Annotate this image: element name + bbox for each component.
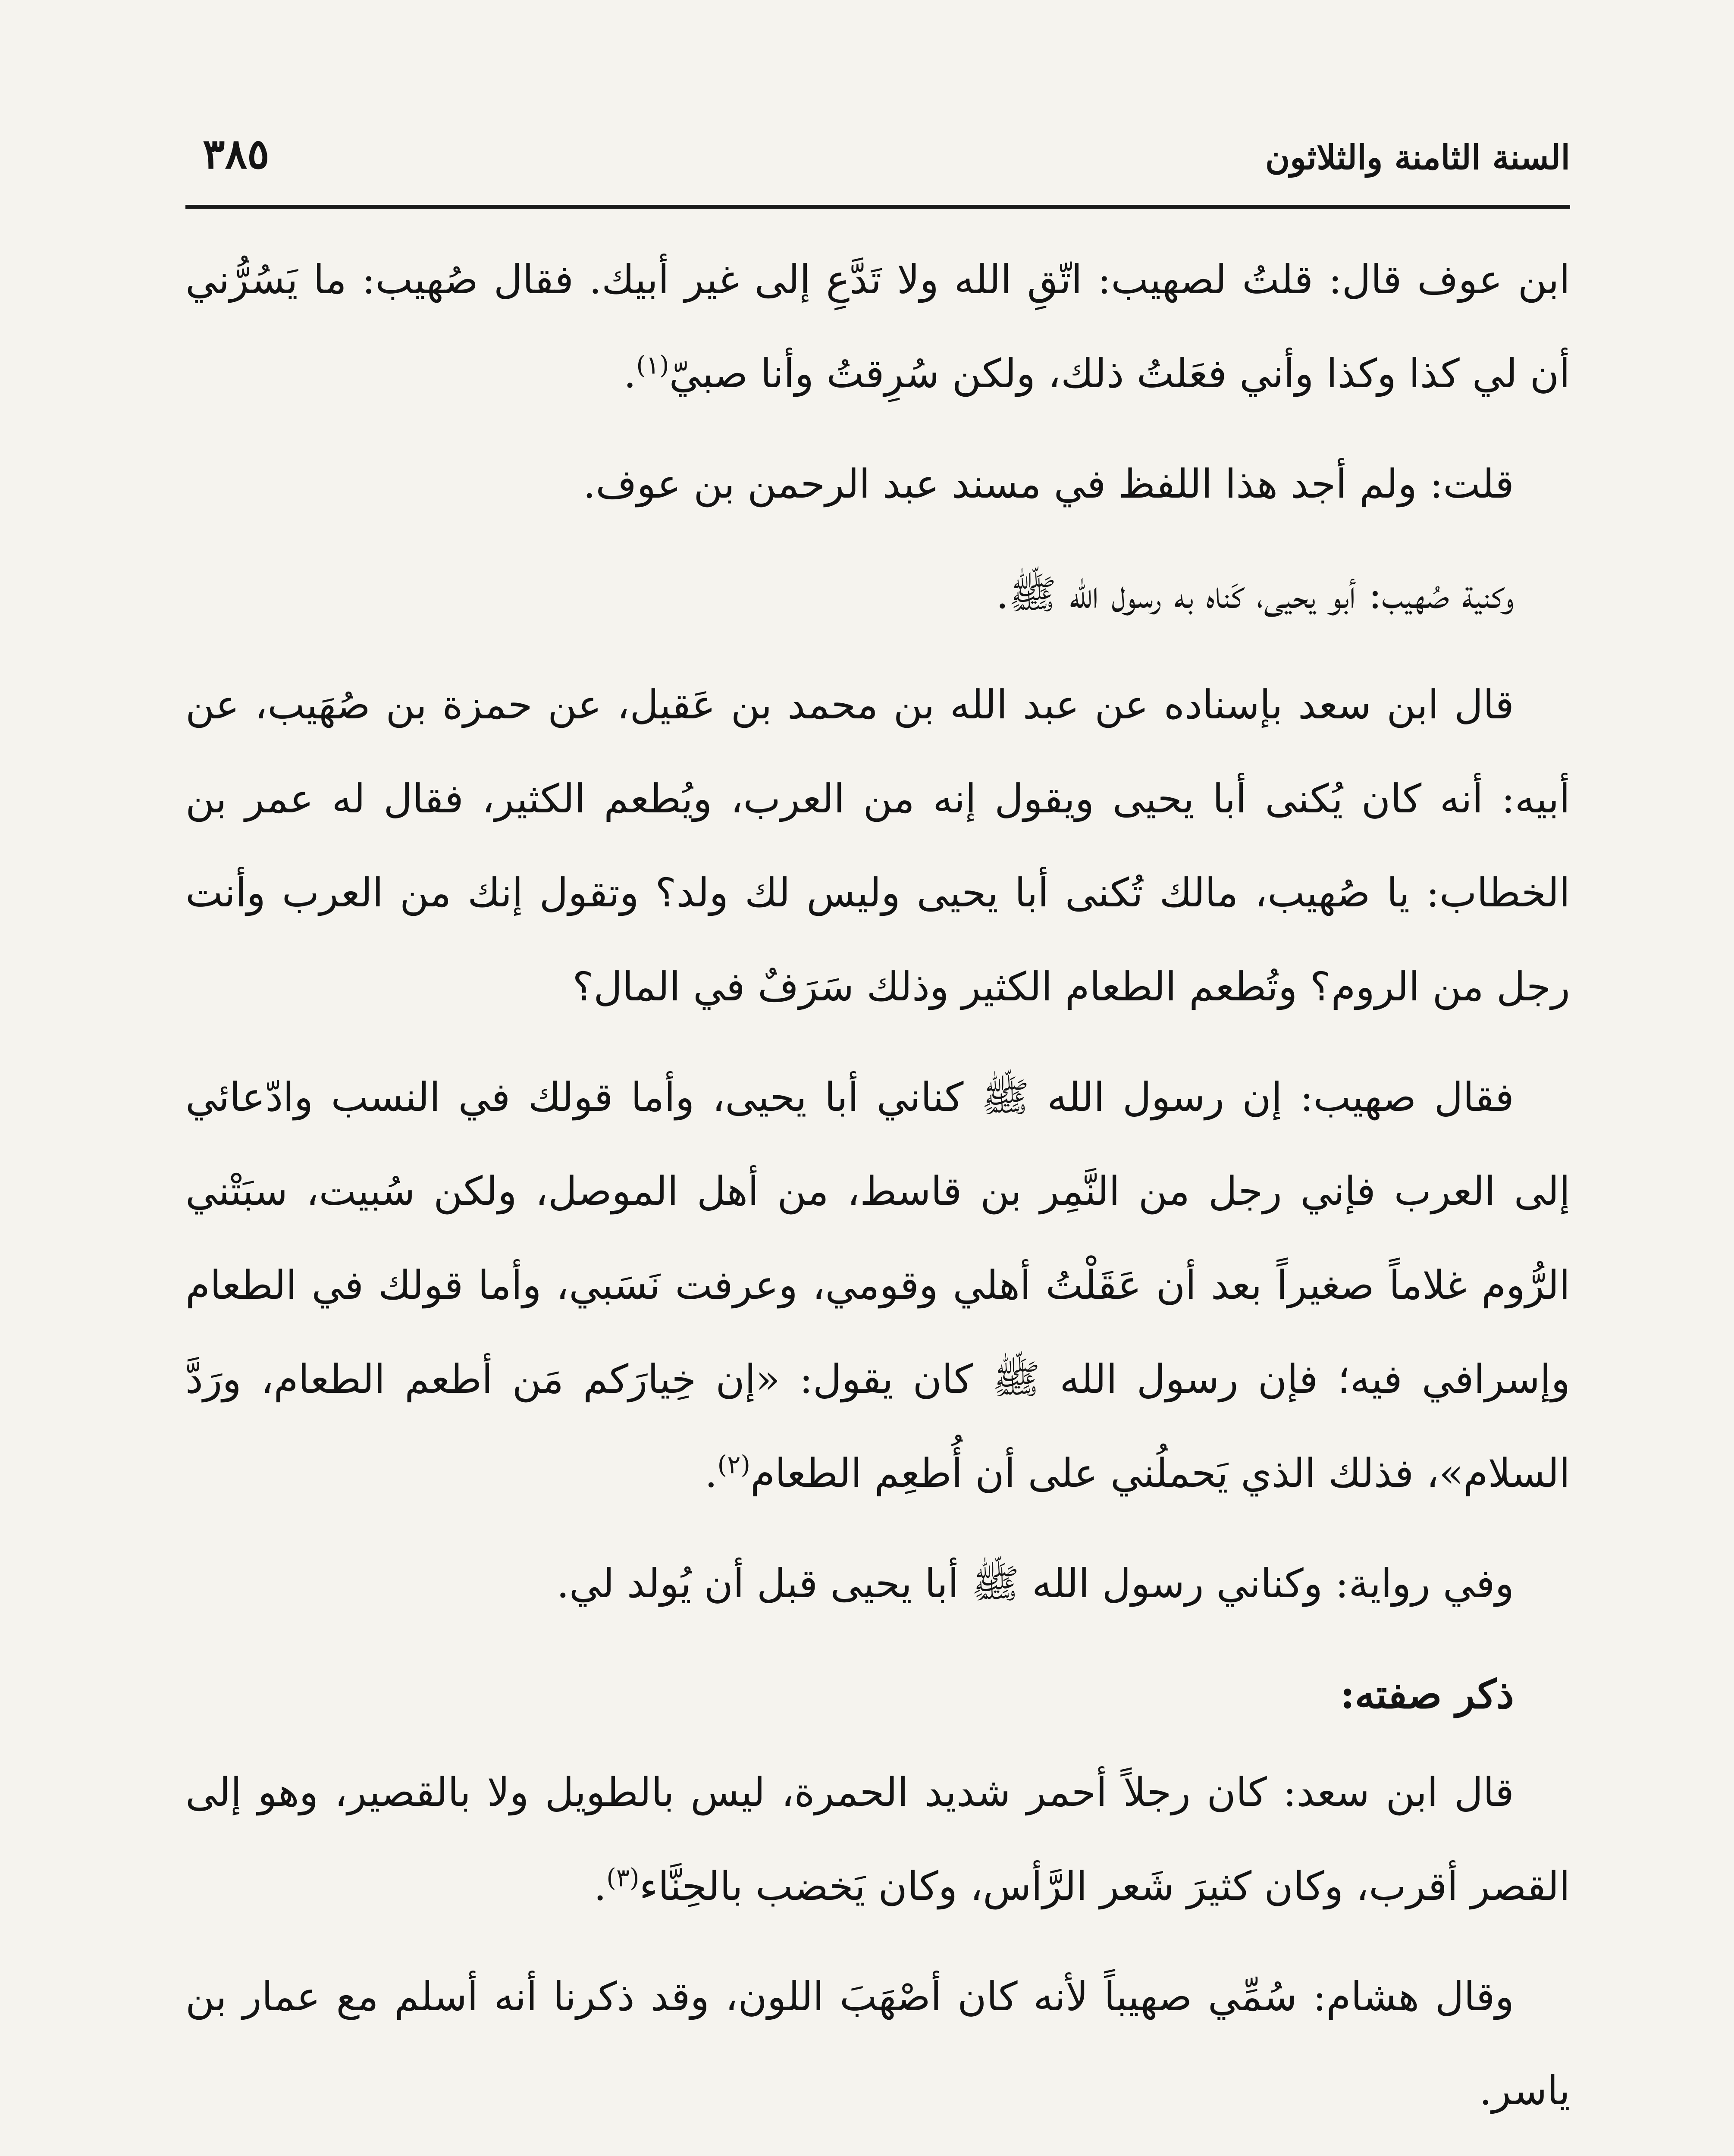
footnote-mark-2: (٢) bbox=[717, 1450, 750, 1479]
paragraph-5-text: فقال صهيب: إن رسول الله ﷺ كناني أبا يحيى، وأما قولك في النسب وادّعائي إلى العرب فإني رجل من النَّمِر بن قاسط، من أهل الموصل، ولكن سُبيت، سبَتْني الرُّوم غلاماً صغيراً بعد أن عَقَلْتُ أهلي وقومي، وعرفت نَسَبي، وأما قولك في الطعام وإسرافي فيه؛ فإن رسول الله ﷺ كان يقول: «إن خِيارَكم مَن أطعم الطعام، ورَدَّ السلام»، فذلك الذي يَحملُني على أن أُطعِم الطعام bbox=[185, 1074, 1571, 1496]
paragraph-5-end: . bbox=[705, 1450, 718, 1496]
page-header bbox=[185, 116, 1570, 194]
paragraph-7 bbox=[185, 1745, 1570, 1934]
page-number: ٣٨٥ bbox=[203, 129, 270, 178]
paragraph-1 bbox=[185, 233, 1570, 421]
footnote-mark-1: (١) bbox=[636, 350, 669, 380]
header-rule bbox=[185, 205, 1570, 209]
body-text bbox=[185, 233, 1570, 2156]
section-heading-description: ذكر صفته: bbox=[1340, 1671, 1514, 1717]
running-title: السنة الثامنة والثلاثون bbox=[1265, 138, 1570, 177]
paragraph-7-text: قال ابن سعد: كان رجلاً أحمر شديد الحمرة، ليس بالطويل ولا بالقصير، وهو إلى القصر أقرب، وكان كثيرَ شَعر الرَّأس، وكان يَخضب بالحِنَّاء bbox=[185, 1769, 1570, 1909]
paragraph-5 bbox=[185, 1050, 1570, 1520]
paragraph-4: قال ابن سعد بإسناده عن عبد الله بن محمد بن عَقيل، عن حمزة بن صُهَيب، عن أبيه: أنه كان يُكنى أبا يحيى ويقول إنه من العرب، ويُطعم الكثير، فقال له عمر بن الخطاب: يا صُهيب، مالك تُكنى أبا يحيى وليس لك ولد؟ وتقول إنك من العرب وأنت رجل من الروم؟ وتُطعم الطعام الكثير وذلك سَرَفٌ في المال؟ bbox=[185, 682, 1570, 1010]
footnote-mark-3: (٣) bbox=[606, 1863, 640, 1893]
section-heading-virtues bbox=[185, 2154, 1570, 2156]
paragraph-3: وكنية صُهيب: أبو يحيى، كَناه به رسول الله ﷺ. bbox=[996, 571, 1514, 617]
paragraph-1-end: . bbox=[623, 351, 637, 397]
paragraph-2: قلت: ولم أجد هذا اللفظ في مسند عبد الرحمن بن عوف. bbox=[583, 461, 1514, 507]
paragraph-1-text: ابن عوف قال: قلتُ لصهيب: اتّقِ الله ولا تَدَّعِ إلى غير أبيك. فقال صُهيب: ما يَسُرُّني أن لي كذا وكذا وأني فعَلتُ ذلك، ولكن سُرِقتُ وأنا صبيّ bbox=[185, 257, 1570, 397]
paragraph-6: وفي رواية: وكناني رسول الله ﷺ أبا يحيى قبل أن يُولد لي. bbox=[556, 1561, 1514, 1607]
paragraph-7-end: . bbox=[593, 1863, 607, 1909]
paragraph-8: وقال هشام: سُمِّي صهيباً لأنه كان أصْهَبَ اللون، وقد ذكرنا أنه أسلم مع عمار بن ياسر. bbox=[185, 1974, 1570, 2114]
